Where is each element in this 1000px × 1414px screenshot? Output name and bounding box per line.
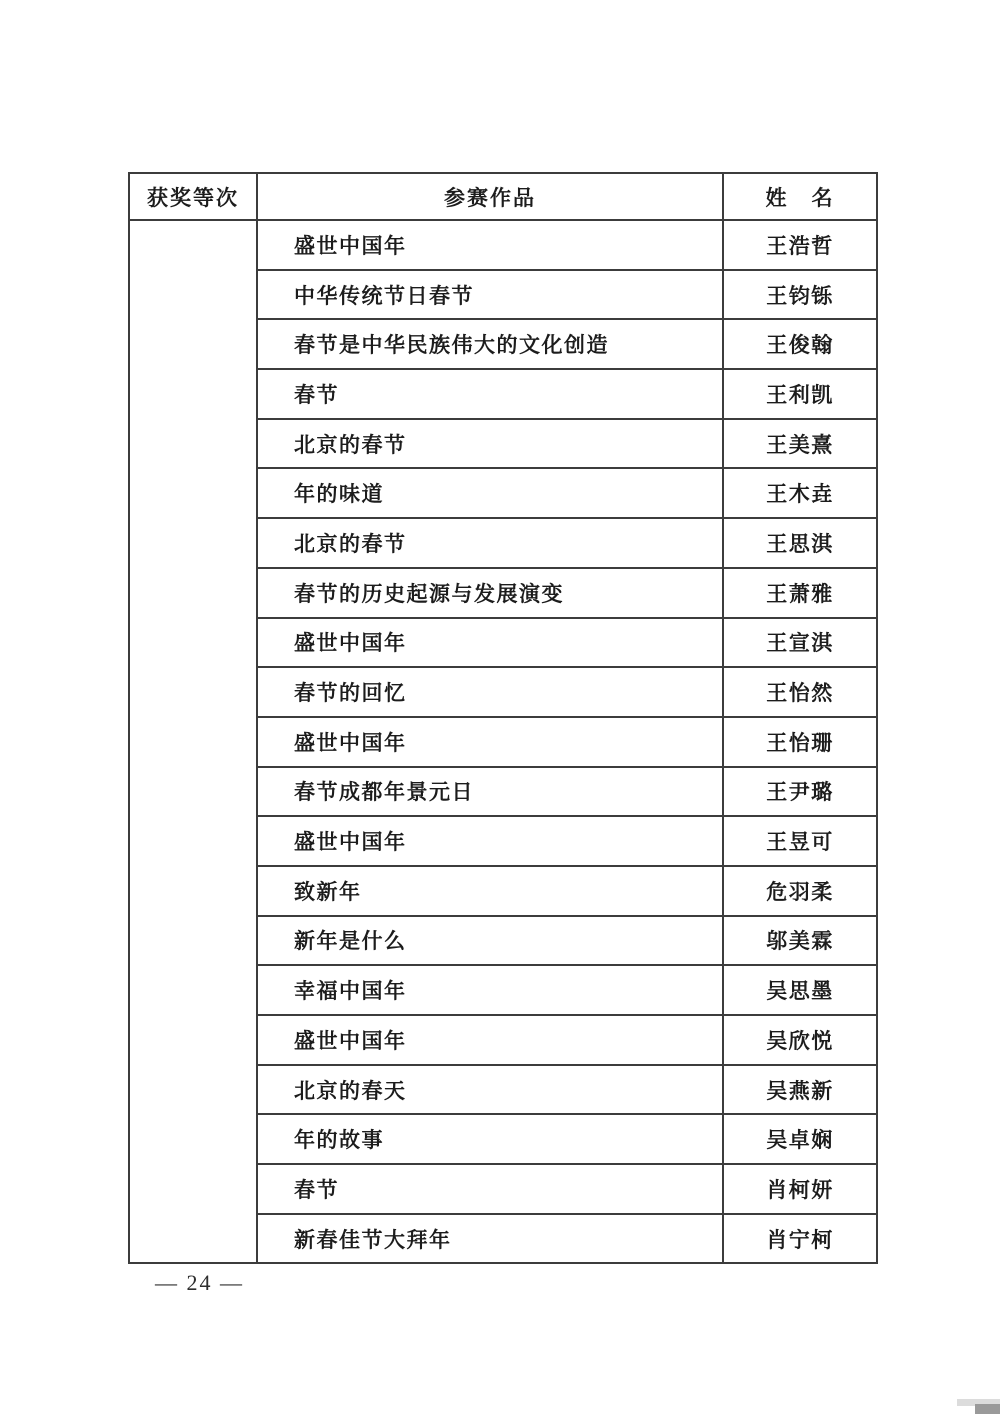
table-row bbox=[129, 220, 877, 270]
name-cell: 吴卓娴 bbox=[723, 1114, 877, 1164]
entry-work-cell: 盛世中国年 bbox=[257, 1015, 723, 1065]
header-award-level: 获奖等次 bbox=[129, 173, 257, 220]
name-cell: 肖宁柯 bbox=[723, 1214, 877, 1264]
entry-work-cell: 新春佳节大拜年 bbox=[257, 1214, 723, 1264]
entry-work-cell: 春节 bbox=[257, 369, 723, 419]
table-body bbox=[129, 220, 877, 1263]
name-cell: 肖柯妍 bbox=[723, 1164, 877, 1214]
name-cell: 王尹璐 bbox=[723, 767, 877, 817]
name-cell: 邬美霖 bbox=[723, 916, 877, 966]
name-cell: 王怡珊 bbox=[723, 717, 877, 767]
entry-work-cell: 年的故事 bbox=[257, 1114, 723, 1164]
name-cell: 吴燕新 bbox=[723, 1065, 877, 1115]
table-header-row bbox=[129, 173, 877, 220]
page-number: — 24 — bbox=[155, 1270, 244, 1295]
name-cell: 王俊翰 bbox=[723, 319, 877, 369]
entry-work-cell: 盛世中国年 bbox=[257, 816, 723, 866]
header-name: 姓 名 bbox=[723, 173, 877, 220]
entry-work-cell: 致新年 bbox=[257, 866, 723, 916]
entry-work-cell: 盛世中国年 bbox=[257, 220, 723, 270]
entry-work-cell: 春节是中华民族伟大的文化创造 bbox=[257, 319, 723, 369]
name-cell: 王美熹 bbox=[723, 419, 877, 469]
name-cell: 王怡然 bbox=[723, 667, 877, 717]
entry-work-cell: 春节成都年景元日 bbox=[257, 767, 723, 817]
name-cell: 王利凯 bbox=[723, 369, 877, 419]
name-cell: 吴思墨 bbox=[723, 965, 877, 1015]
entry-work-cell: 新年是什么 bbox=[257, 916, 723, 966]
name-cell: 王木垚 bbox=[723, 468, 877, 518]
entry-work-cell: 盛世中国年 bbox=[257, 717, 723, 767]
entry-work-cell: 春节的历史起源与发展演变 bbox=[257, 568, 723, 618]
entry-work-cell: 中华传统节日春节 bbox=[257, 270, 723, 320]
name-cell: 王宣淇 bbox=[723, 618, 877, 668]
scan-artifact-dark bbox=[975, 1404, 1000, 1414]
entry-work-cell: 年的味道 bbox=[257, 468, 723, 518]
name-cell: 王浩哲 bbox=[723, 220, 877, 270]
name-cell: 危羽柔 bbox=[723, 866, 877, 916]
awards-table bbox=[128, 172, 878, 1264]
entry-work-cell: 北京的春天 bbox=[257, 1065, 723, 1115]
entry-work-cell: 幸福中国年 bbox=[257, 965, 723, 1015]
entry-work-cell: 春节 bbox=[257, 1164, 723, 1214]
award-level-cell bbox=[129, 220, 257, 1263]
name-cell: 吴欣悦 bbox=[723, 1015, 877, 1065]
entry-work-cell: 北京的春节 bbox=[257, 419, 723, 469]
name-cell: 王钧铄 bbox=[723, 270, 877, 320]
name-cell: 王昱可 bbox=[723, 816, 877, 866]
name-cell: 王思淇 bbox=[723, 518, 877, 568]
entry-work-cell: 北京的春节 bbox=[257, 518, 723, 568]
entry-work-cell: 盛世中国年 bbox=[257, 618, 723, 668]
name-cell: 王萧雅 bbox=[723, 568, 877, 618]
entry-work-cell: 春节的回忆 bbox=[257, 667, 723, 717]
header-entry-work: 参赛作品 bbox=[257, 173, 723, 220]
